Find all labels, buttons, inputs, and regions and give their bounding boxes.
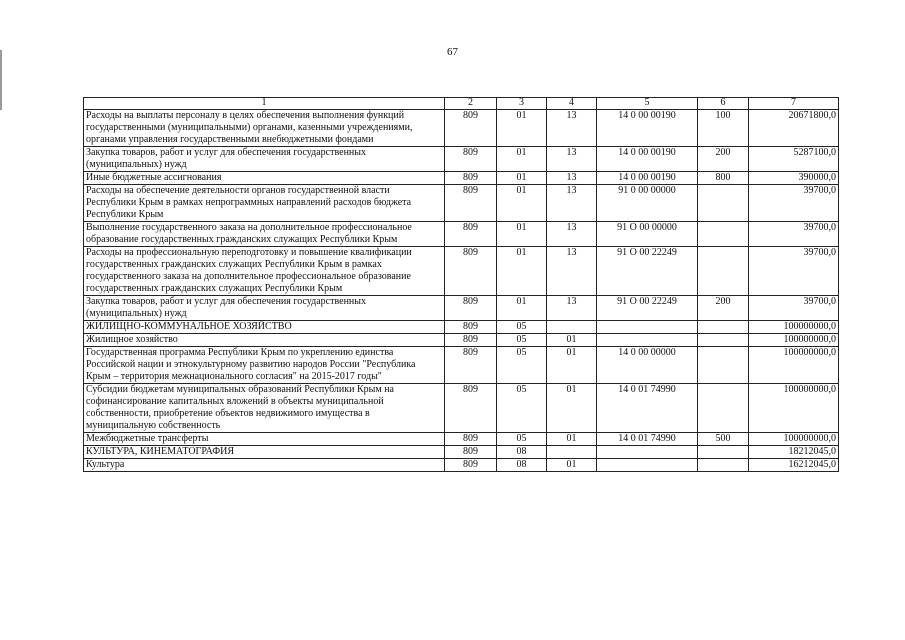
row-amount-cell: 39700,0 — [749, 296, 839, 321]
table-row — [84, 384, 839, 433]
row-section-cell: 05 — [497, 347, 547, 384]
row-amount-cell: 100000000,0 — [749, 321, 839, 334]
table-row — [84, 321, 839, 334]
row-section-cell: 01 — [497, 172, 547, 185]
row-name-cell: Расходы на выплаты персоналу в целях обеспечения выполнения функций государственными (муниципальными) органами, казенными учреждениями, органами управления государственными внебюджетными фондами — [84, 110, 445, 147]
row-name-cell: ЖИЛИЩНО-КОММУНАЛЬНОЕ ХОЗЯЙСТВО — [84, 321, 445, 334]
row-subsection-cell: 13 — [547, 247, 597, 296]
row-amount-cell: 18212045,0 — [749, 446, 839, 459]
row-section-cell: 08 — [497, 459, 547, 472]
row-name-cell: Государственная программа Республики Крым по укреплению единства Российской нации и этнокультурному развитию народов России "Республика Крым – территория межнационального согласия" на 2015-2017 годы" — [84, 347, 445, 384]
table-row — [84, 147, 839, 172]
row-amount-cell: 100000000,0 — [749, 433, 839, 446]
row-grbs-cell: 809 — [445, 110, 497, 147]
row-name-cell: КУЛЬТУРА, КИНЕМАТОГРАФИЯ — [84, 446, 445, 459]
row-amount-cell: 100000000,0 — [749, 384, 839, 433]
row-target-article-cell — [597, 321, 698, 334]
row-target-article-cell: 14 0 00 00190 — [597, 172, 698, 185]
row-expense-type-cell: 100 — [698, 110, 749, 147]
row-target-article-cell: 14 0 01 74990 — [597, 433, 698, 446]
row-target-article-cell: 14 0 00 00190 — [597, 147, 698, 172]
row-section-cell: 05 — [497, 384, 547, 433]
column-header-subsection: 4 — [547, 98, 597, 110]
row-expense-type-cell — [698, 222, 749, 247]
row-amount-cell: 390000,0 — [749, 172, 839, 185]
column-header-name: 1 — [84, 98, 445, 110]
row-subsection-cell: 01 — [547, 433, 597, 446]
row-grbs-cell: 809 — [445, 147, 497, 172]
row-section-cell: 05 — [497, 321, 547, 334]
row-section-cell: 01 — [497, 147, 547, 172]
row-expense-type-cell — [698, 247, 749, 296]
row-section-cell: 05 — [497, 433, 547, 446]
scan-edge-mark — [0, 50, 2, 110]
row-name-cell: Закупка товаров, работ и услуг для обеспечения государственных (муниципальных) нужд — [84, 147, 445, 172]
row-amount-cell: 39700,0 — [749, 247, 839, 296]
row-subsection-cell — [547, 446, 597, 459]
row-target-article-cell: 14 0 00 00190 — [597, 110, 698, 147]
row-name-cell: Иные бюджетные ассигнования — [84, 172, 445, 185]
table-row — [84, 446, 839, 459]
column-header-target-article: 5 — [597, 98, 698, 110]
row-amount-cell: 39700,0 — [749, 222, 839, 247]
row-subsection-cell: 13 — [547, 222, 597, 247]
table-row — [84, 172, 839, 185]
page-number: 67 — [447, 46, 458, 58]
row-target-article-cell: 91 О 00 00000 — [597, 222, 698, 247]
row-expense-type-cell — [698, 185, 749, 222]
row-name-cell: Расходы на профессиональную переподготовку и повышение квалификации государственных гражданских служащих Республики Крым в рамках государственного заказа на дополнительное профессиональное образование государственных гражданских служащих Республики Крым — [84, 247, 445, 296]
row-expense-type-cell: 500 — [698, 433, 749, 446]
row-grbs-cell: 809 — [445, 172, 497, 185]
row-expense-type-cell — [698, 446, 749, 459]
table-header-row — [84, 98, 839, 110]
row-target-article-cell: 14 0 01 74990 — [597, 384, 698, 433]
row-subsection-cell: 13 — [547, 147, 597, 172]
column-header-expense-type: 6 — [698, 98, 749, 110]
row-grbs-cell: 809 — [445, 222, 497, 247]
row-section-cell: 01 — [497, 110, 547, 147]
row-amount-cell: 5287100,0 — [749, 147, 839, 172]
row-subsection-cell: 01 — [547, 347, 597, 384]
row-name-cell: Расходы на обеспечение деятельности органов государственной власти Республики Крым в рамках непрограммных направлений расходов бюджета Республики Крым — [84, 185, 445, 222]
row-name-cell: Культура — [84, 459, 445, 472]
row-section-cell: 01 — [497, 222, 547, 247]
column-header-amount: 7 — [749, 98, 839, 110]
row-target-article-cell — [597, 459, 698, 472]
row-name-cell: Субсидии бюджетам муниципальных образований Республики Крым на софинансирование капитальных вложений в объекты муниципальной собственности, приобретение объектов недвижимого имущества в муниципальную собственность — [84, 384, 445, 433]
row-section-cell: 08 — [497, 446, 547, 459]
column-header-section: 3 — [497, 98, 547, 110]
row-name-cell: Выполнение государственного заказа на дополнительное профессиональное образование государственных гражданских служащих Республики Крым — [84, 222, 445, 247]
table-row — [84, 247, 839, 296]
table-row — [84, 185, 839, 222]
row-grbs-cell: 809 — [445, 433, 497, 446]
row-target-article-cell — [597, 446, 698, 459]
row-name-cell: Закупка товаров, работ и услуг для обеспечения государственных (муниципальных) нужд — [84, 296, 445, 321]
row-grbs-cell: 809 — [445, 321, 497, 334]
row-subsection-cell: 01 — [547, 334, 597, 347]
row-section-cell: 01 — [497, 185, 547, 222]
row-subsection-cell: 13 — [547, 110, 597, 147]
column-header-grbs: 2 — [445, 98, 497, 110]
table-row — [84, 334, 839, 347]
row-amount-cell: 16212045,0 — [749, 459, 839, 472]
row-subsection-cell — [547, 321, 597, 334]
row-expense-type-cell: 800 — [698, 172, 749, 185]
row-section-cell: 01 — [497, 296, 547, 321]
row-grbs-cell: 809 — [445, 384, 497, 433]
row-expense-type-cell — [698, 459, 749, 472]
row-grbs-cell: 809 — [445, 446, 497, 459]
row-name-cell: Межбюджетные трансферты — [84, 433, 445, 446]
table-row — [84, 459, 839, 472]
row-grbs-cell: 809 — [445, 185, 497, 222]
row-expense-type-cell — [698, 384, 749, 433]
row-grbs-cell: 809 — [445, 347, 497, 384]
row-amount-cell: 100000000,0 — [749, 347, 839, 384]
row-amount-cell: 39700,0 — [749, 185, 839, 222]
row-subsection-cell: 13 — [547, 185, 597, 222]
row-target-article-cell: 91 0 00 00000 — [597, 185, 698, 222]
row-expense-type-cell — [698, 321, 749, 334]
row-target-article-cell — [597, 334, 698, 347]
table-row — [84, 296, 839, 321]
row-grbs-cell: 809 — [445, 296, 497, 321]
table-row — [84, 222, 839, 247]
row-name-cell: Жилищное хозяйство — [84, 334, 445, 347]
row-subsection-cell: 01 — [547, 384, 597, 433]
table-row — [84, 110, 839, 147]
row-subsection-cell: 01 — [547, 459, 597, 472]
row-expense-type-cell: 200 — [698, 296, 749, 321]
row-subsection-cell: 13 — [547, 296, 597, 321]
row-amount-cell: 100000000,0 — [749, 334, 839, 347]
budget-table — [83, 97, 839, 472]
row-target-article-cell: 14 0 00 00000 — [597, 347, 698, 384]
row-target-article-cell: 91 О 00 22249 — [597, 247, 698, 296]
row-expense-type-cell — [698, 334, 749, 347]
row-expense-type-cell — [698, 347, 749, 384]
table-row — [84, 433, 839, 446]
row-subsection-cell: 13 — [547, 172, 597, 185]
row-section-cell: 01 — [497, 247, 547, 296]
row-grbs-cell: 809 — [445, 247, 497, 296]
row-amount-cell: 20671800,0 — [749, 110, 839, 147]
row-target-article-cell: 91 О 00 22249 — [597, 296, 698, 321]
table-row — [84, 347, 839, 384]
row-grbs-cell: 809 — [445, 459, 497, 472]
row-expense-type-cell: 200 — [698, 147, 749, 172]
row-section-cell: 05 — [497, 334, 547, 347]
row-grbs-cell: 809 — [445, 334, 497, 347]
